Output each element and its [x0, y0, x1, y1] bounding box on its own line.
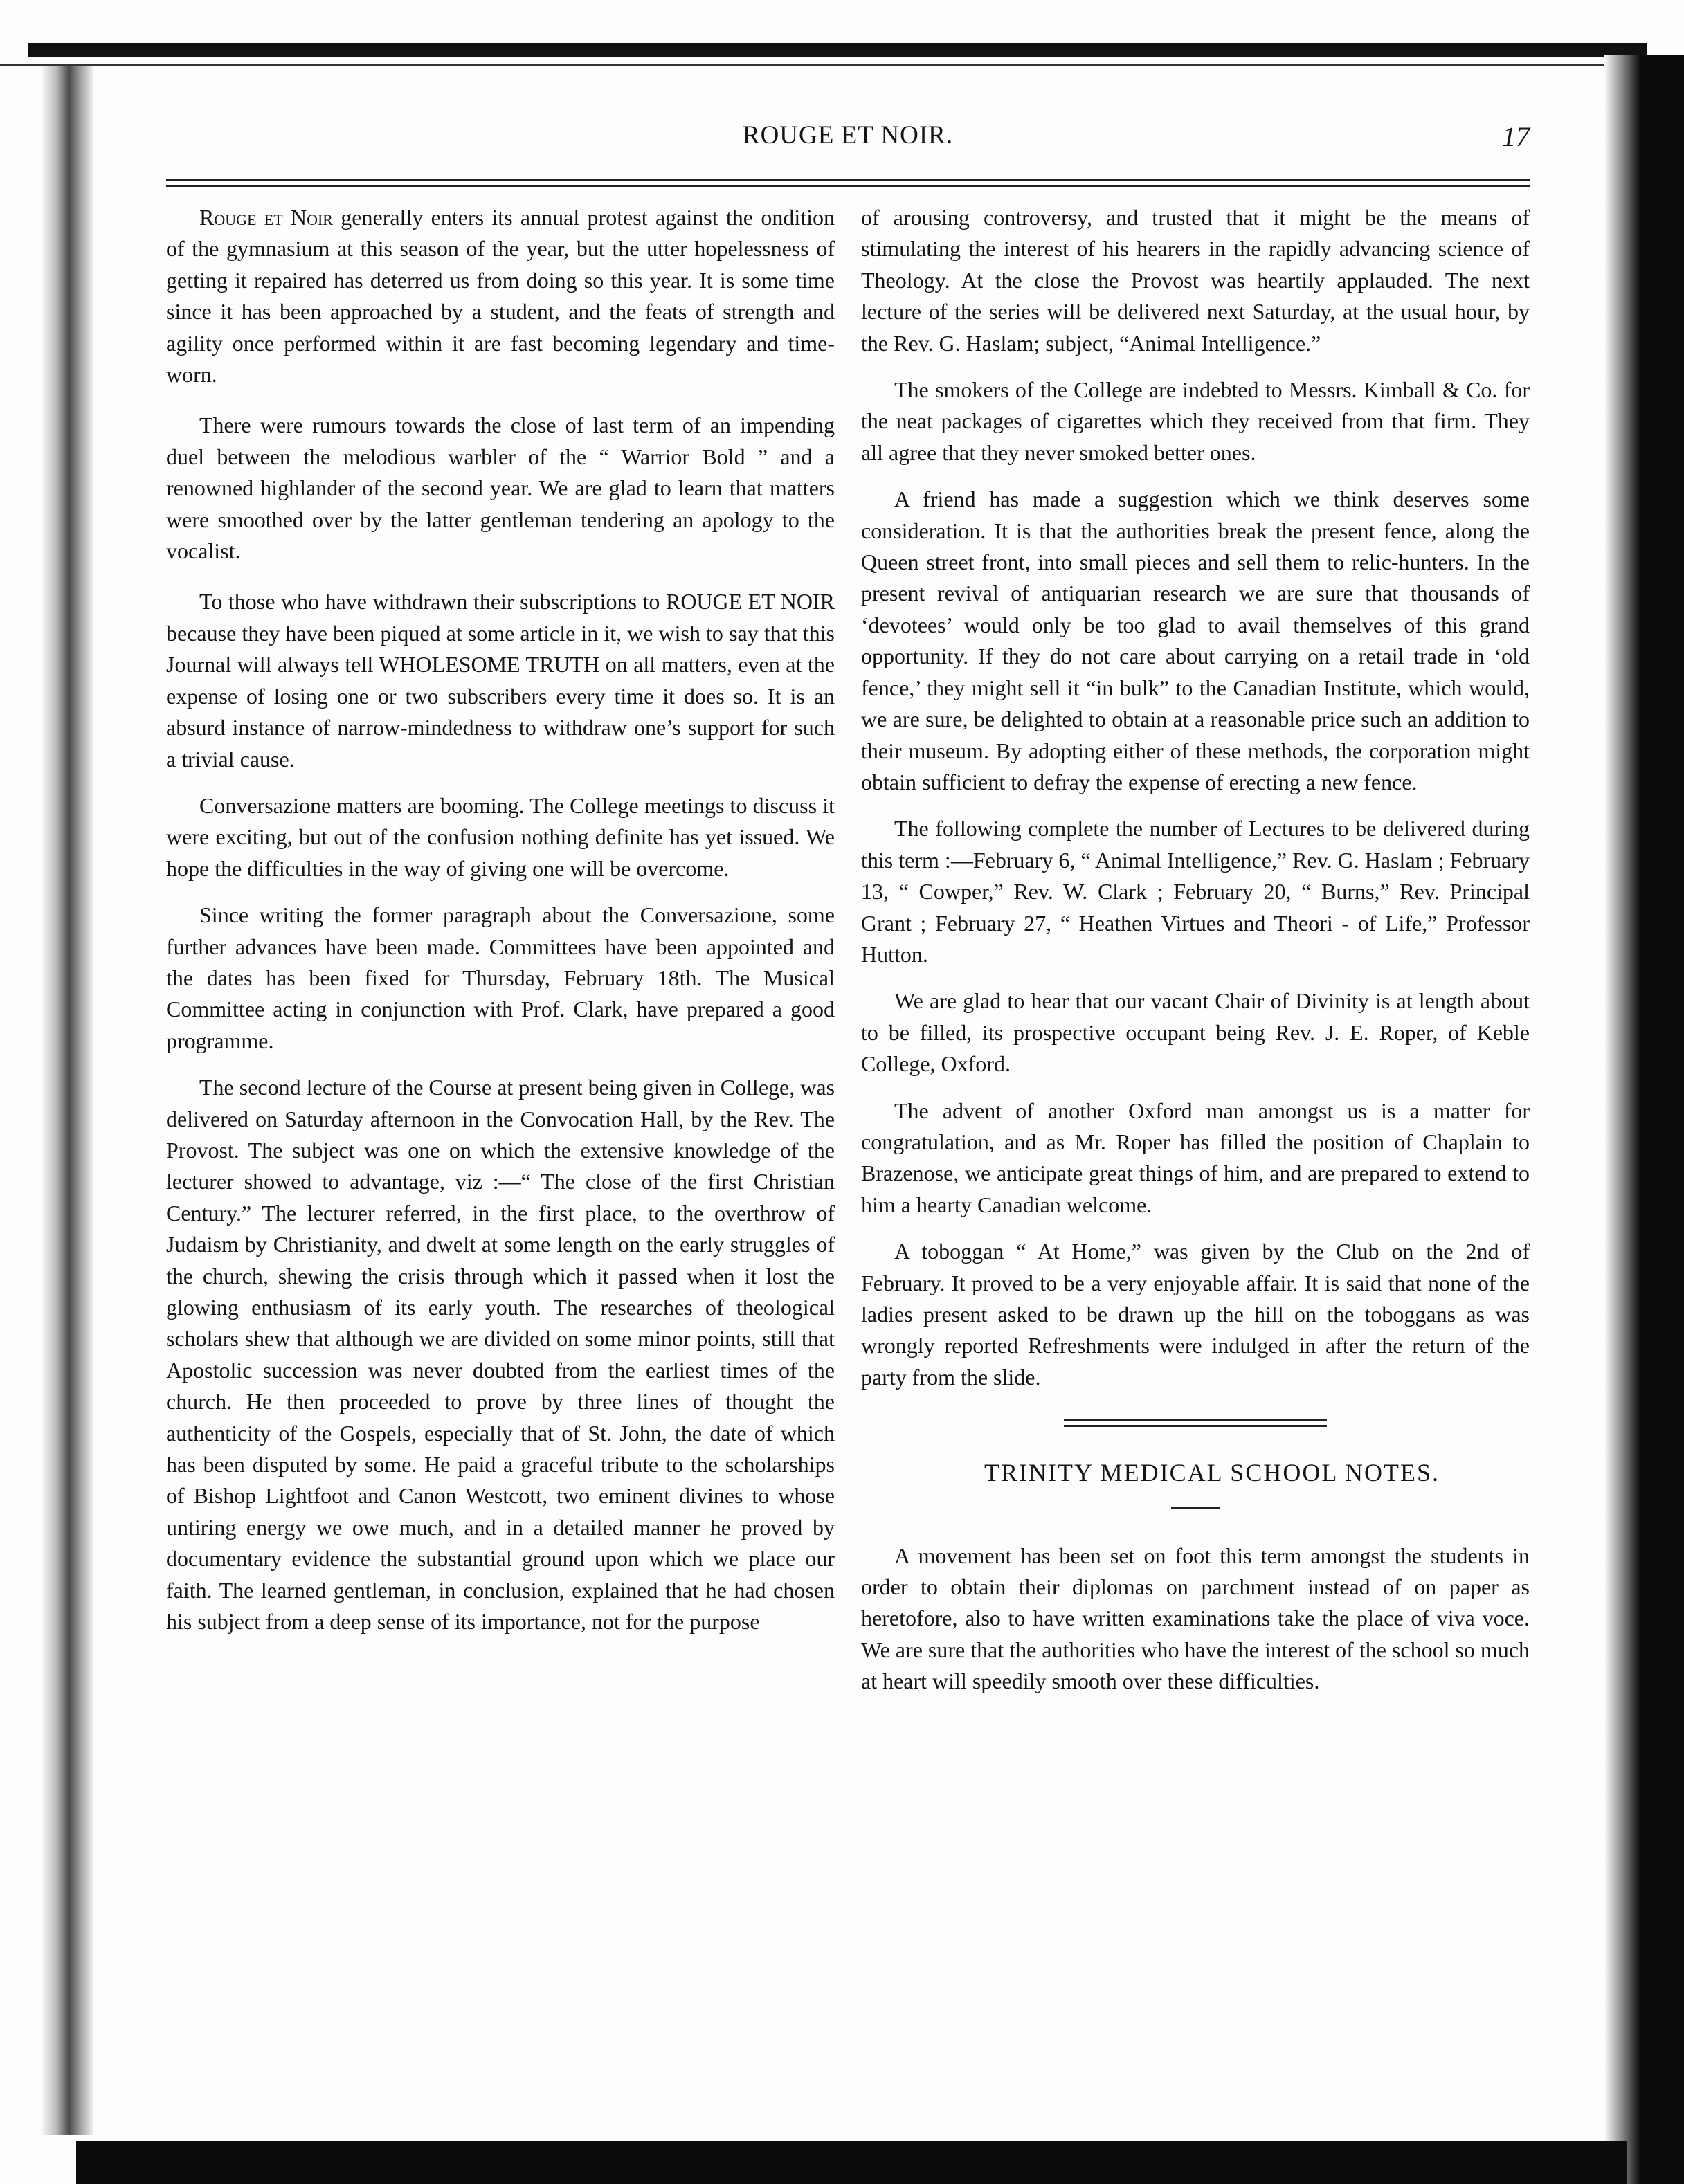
section-heading: TRINITY MEDICAL SCHOOL NOTES. [984, 1459, 1440, 1487]
running-head [166, 120, 1530, 162]
section-divider-rule [1064, 1419, 1327, 1427]
scan-edge-right [1604, 55, 1684, 2184]
paragraph-smokers: The smokers of the College are indebted to Messrs. Kimball & Co. for the neat packages of cigarettes which they received from that firm. They all agree that they never smoked better ones. [861, 377, 1530, 465]
left-column [166, 202, 835, 1653]
section-short-rule [1171, 1507, 1220, 1509]
paragraph-toboggan: A toboggan “ At Home,” was given by the Club on the 2nd of February. It proved to be a very enjoyable affair. It is said that none of the ladies present asked to be drawn up the hill on the toboggans as was wrongly reported Refreshments were indulged in after the return of the party from the slide. [861, 1239, 1530, 1390]
paragraph-subscriptions: To those who have withdrawn their subscriptions to ROUGE ET NOIR because they have been piqued at some article in it, we wish to say that this Journal will always tell WHOLESOME TRUTH on all matters, even at the expense of losing one or two subscribers every time it does so. It is an absurd instance of narrow-mindedness to withdraw one’s support for such a trivial cause. [166, 589, 835, 772]
scan-edge-left [40, 66, 93, 2135]
paragraph-oxford: The advent of another Oxford man amongst us is a matter for congratulation, and as Mr. Roper has filled the position of Chaplain to Brazenose, we anticipate great things of him, and are prepared to extend to him a hearty Canadian welcome. [861, 1098, 1530, 1217]
paragraph-conversazione-update: Since writing the former paragraph about the Conversazione, some further advances have been made. Committees have been appointed and the dates has been fixed for Thursday, February 18th. The Musical Committee acting in conjunction with Prof. Clark, have prepared a good programme. [166, 902, 835, 1053]
paragraph-divinity-chair: We are glad to hear that our vacant Chair of Divinity is at length about to be filled, its prospective occupant being Rev. J. E. Roper, of Keble College, Oxford. [861, 988, 1530, 1077]
paragraph-text: generally enters its annual protest against the ondition of the gymnasium at this season of the year, but the utter hopelessness of getting it repaired has deterred us from doing so this year. It is some time since it has been approached by a student, and the feats of strength and agility once performed within it are fast becoming legendary and time-worn. [166, 205, 835, 388]
paragraph-lecture: The second lecture of the Course at present being given in College, was delivered on Saturday afternoon in the Convocation Hall, by the Rev. The Provost. The subject was one on which the extensive knowledge of the lecturer showed to advantage, viz :—“ The close of the first Christian Century.” The lecturer referred, in the first place, to the overthrow of Judaism by Christianity, and dwelt at some length on the early struggles of the church, shewing the crisis through which it passed when it lost the glowing enthusiasm of its early youth. The researches of theological scholars shew that although we are divided on some minor points, still that Apostolic succession was never doubted from the earliest times of the church. He then proceeded to prove by three lines of thought the authenticity of the Gospels, especially that of St. John, the date of which has been disputed by some. He paid a graceful tribute to the scholarships of Bishop Lightfoot and Canon Westcott, two eminent divines to whose untiring energy we owe much, and in a detailed manner he proved by documentary evidence the substantial ground upon which we place our faith. The learned gentleman, in conclusion, explained that he had chosen his subject from a deep sense of its importance, not for the purpose [166, 1075, 835, 1635]
paragraph-lecture-continued: of arousing controversy, and trusted that it might be the means of stimulating the interest of his hearers in the rapidly advancing science of Theology. At the close the Provost was heartily applauded. The next lecture of the series will be delivered next Saturday, at the usual hour, by the Rev. G. Haslam; subject, “Animal Intelligence.” [861, 205, 1530, 356]
paragraph-conversazione: Conversazione matters are booming. The College meetings to discuss it were exciting, but out of the confusion nothing definite has yet issued. We hope the difficulties in the way of giving one will be overcome. [166, 792, 835, 881]
paragraph-diplomas: A movement has been set on foot this term amongst the students in order to obtain their diplomas on parchment instead of on paper as heretofore, also to have written examinations take the place of viva voce. We are sure that the authorities who have the interest of the school so much at heart will speedily smooth over these difficulties. [861, 1543, 1530, 1694]
page-number: 17 [1502, 121, 1530, 152]
right-column [861, 202, 1530, 1713]
journal-name: Rouge et Noir [199, 205, 333, 230]
scan-edge-line [0, 64, 1661, 66]
paragraph-fence: A friend has made a suggestion which we think deserves some consideration. It is that the authorities break the present fence, along the Queen street front, into small pieces and sell them to relic-hunters. In the present revival of antiquarian research we are sure that thousands of ‘devotees’ would only be too glad to avail themselves of this grand opportunity. If they do not care about carrying on a retail trade in ‘old fence,’ they might sell it “in bulk” to the Canadian Institute, which would, we are sure, be delighted to obtain at a reasonable price such an addition to their museum. By adopting either of these methods, the corporation might obtain sufficient to defray the expense of erecting a new fence. [861, 486, 1530, 794]
paragraph-duel: There were rumours towards the close of last term of an impending duel between the melodious warbler of the “ Warrior Bold ” and a renowned highlander of the second year. We are glad to learn that matters were smoothed over by the latter gentleman tendering an apology to the vocalist. [166, 412, 835, 564]
header-double-rule [166, 179, 1530, 187]
scan-edge-top [28, 43, 1647, 57]
scan-edge-bottom [76, 2141, 1627, 2184]
paragraph-gymnasium [166, 202, 835, 390]
paragraph-lectures-list: The following complete the number of Lectures to be delivered during this term :—February 6, “ Animal Intelligence,” Rev. G. Haslam ; February 13, “ Cowper,” Rev. W. Clark ; February 20, “ Burns,” Rev. Principal Grant ; February 27, “ Heathen Virtues and Theori - of Life,” Professor Hutton. [861, 816, 1530, 967]
running-title: ROUGE ET NOIR. [742, 121, 954, 149]
